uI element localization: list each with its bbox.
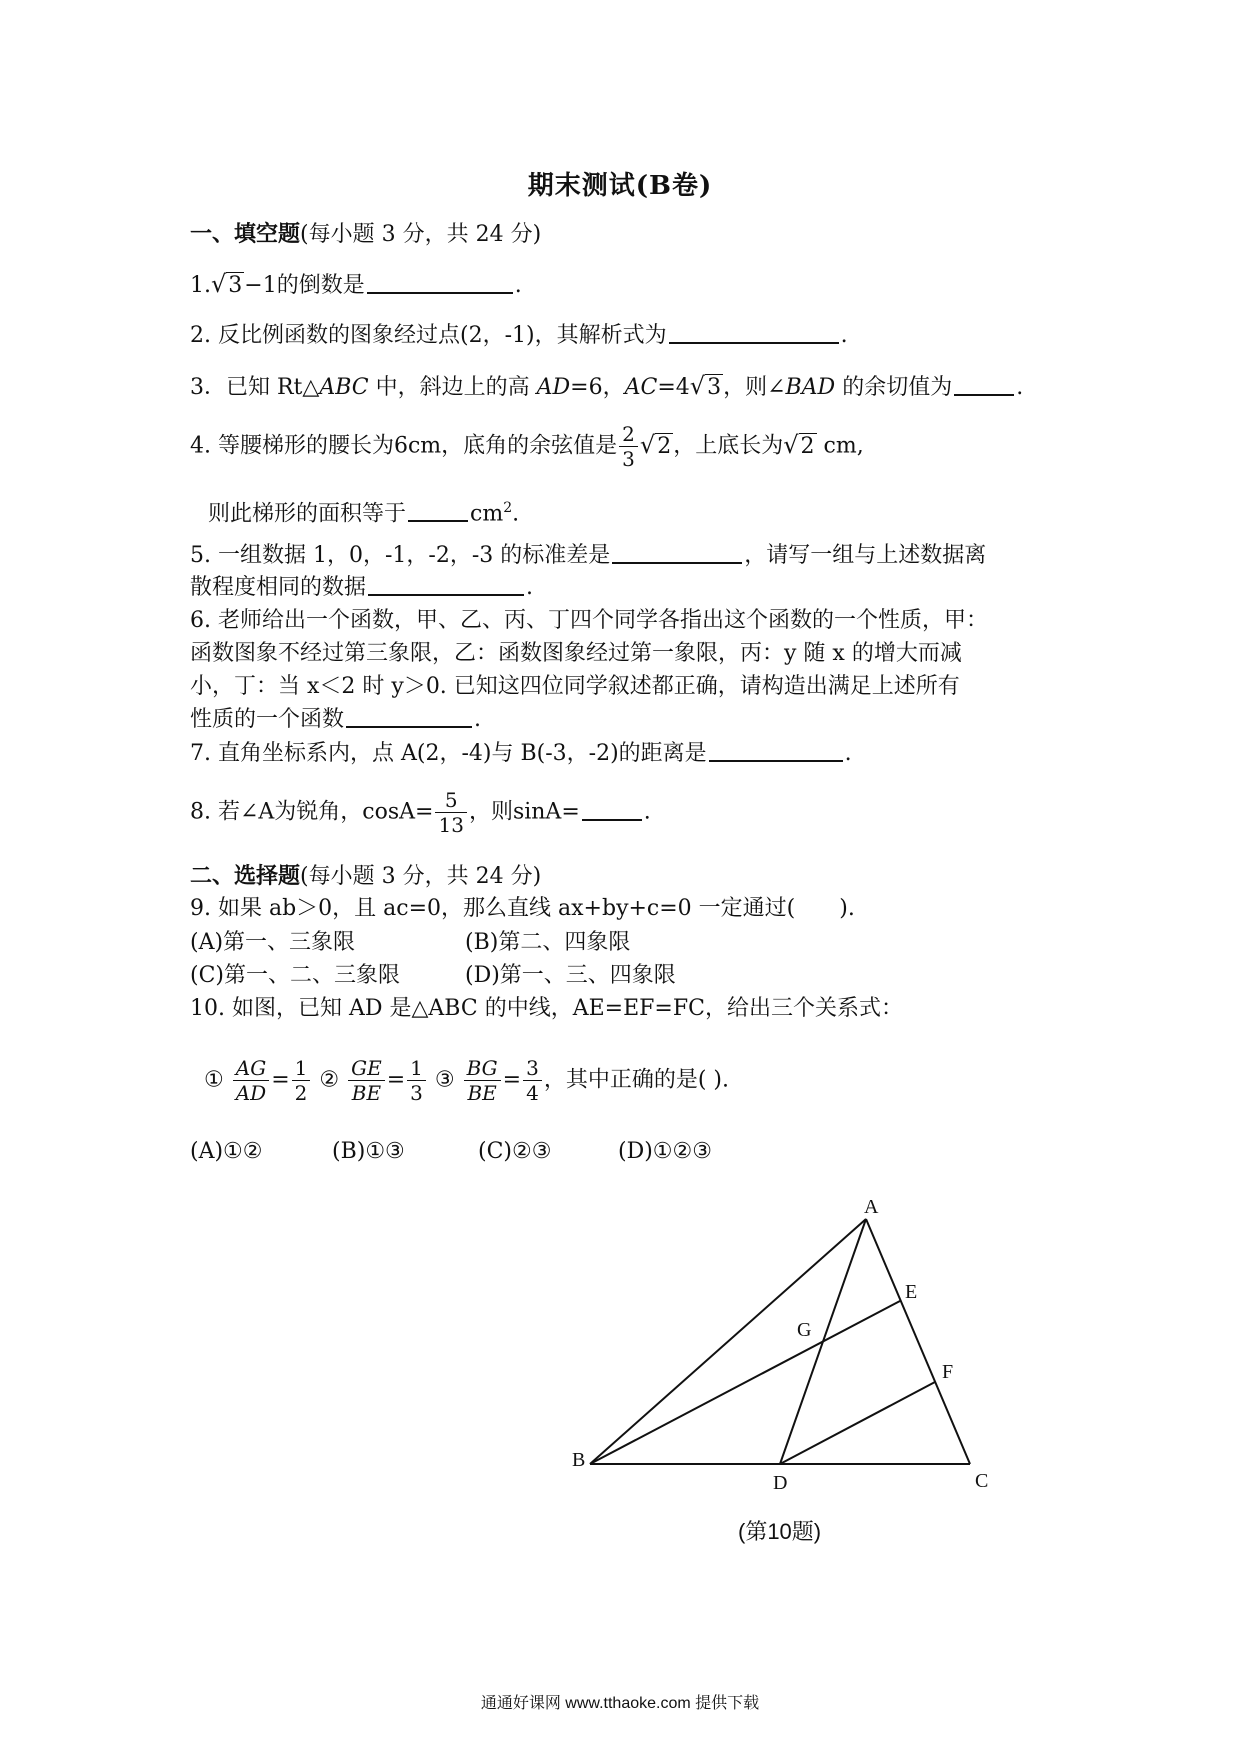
q9-text: 9. 如果 ab＞0，且 ac=0，那么直线 ax+by+c=0 一定通过( ).: [190, 896, 855, 921]
q3-text-1: 3．已知 Rt△: [190, 375, 320, 400]
q7-text: 7. 直角坐标系内，点 A(2，-4)与 B(-3，-2)的距离是: [190, 741, 707, 766]
q10-option-c[interactable]: (C)②③: [478, 1139, 552, 1164]
q5-text-1b: ，请写一组与上述数据离: [744, 543, 987, 568]
q8-fraction: $\frac{5}{13}$: [435, 788, 466, 837]
q5-end: .: [526, 575, 534, 600]
q3-ac: AC: [624, 375, 658, 400]
q10-frac-bg-be: $\frac{BG}{BE}$: [464, 1056, 501, 1105]
q10-frac-ag-ad: $\frac{AG}{AD}$: [233, 1056, 269, 1105]
q1-sqrt: √3: [211, 270, 243, 298]
q7-end: .: [844, 741, 852, 766]
q3-text-2: 中，斜边上的高: [368, 375, 537, 400]
q6-text-2: 函数图象不经过第三象限，乙：函数图象经过第一象限，丙：y 随 x 的增大而减: [190, 641, 962, 666]
footer-credit: 通通好课网 www.tthaoke.com 提供下载: [480, 1695, 760, 1712]
side-ac: [866, 1219, 970, 1464]
q10-option-a[interactable]: (A)①②: [190, 1139, 263, 1164]
q6-text-4: 性质的一个函数: [190, 707, 345, 732]
question-10-relations: ① $\frac{AG}{AD}$ = $\frac{1}{2}$ ② $\frac{GE}{BE}$ = $\frac{1}{3}$ ③ $\frac{BG}{BE}$ = $\frac{3}{4}$ ，其中正确的是( ).: [204, 1056, 729, 1105]
q1-number: 1.: [190, 273, 211, 298]
q5-text-1: 5. 一组数据 1，0，-1，-2，-3 的标准差是: [190, 543, 611, 568]
q4-end: .: [512, 501, 520, 527]
q10-tail: ，其中正确的是( ).: [543, 1067, 729, 1093]
q4-sqrt: √2: [639, 430, 672, 459]
label-e: E: [905, 1281, 918, 1303]
q3-text-3: =6，: [570, 375, 625, 400]
page-title: 期末测试(B卷): [527, 171, 713, 201]
q3-bad: BAD: [785, 375, 836, 400]
q9-option-a[interactable]: (A)第一、三象限: [190, 930, 356, 955]
q3-abc: ABC: [319, 375, 369, 400]
q10-frac-1-3: $\frac{1}{3}$: [407, 1056, 426, 1105]
figure-caption: (第10题): [738, 1519, 822, 1544]
label-g: G: [797, 1319, 812, 1341]
q1-end: .: [514, 273, 522, 298]
segment-df: [780, 1382, 935, 1464]
q3-text-5: ，则∠: [723, 375, 786, 400]
q6-text-1: 6. 老师给出一个函数，甲、乙、丙、丁四个同学各指出这个函数的一个性质，甲：: [190, 608, 988, 633]
q8-end: .: [643, 799, 651, 825]
section1-heading: 一、填空题: [190, 221, 301, 247]
q5-text-2: 散程度相同的数据: [190, 575, 367, 600]
q10-frac-3-4: $\frac{3}{4}$: [523, 1056, 542, 1105]
q8-text-1: 8. 若∠A为锐角，cosA=: [190, 799, 434, 825]
label-b: B: [572, 1449, 586, 1471]
q6-text-3: 小，丁：当 x＜2 时 y＞0. 已知这四位同学叙述都正确，请构造出满足上述所有: [190, 674, 960, 699]
q10-frac-ge-be: $\frac{GE}{BE}$: [348, 1056, 385, 1105]
q3-ad: AD: [536, 375, 571, 400]
q1-minus: −1: [244, 273, 277, 298]
q9-option-c[interactable]: (C)第一、二、三象限: [190, 963, 400, 988]
q6-end: .: [474, 707, 482, 732]
q4-text-1: 4. 等腰梯形的腰长为6cm，底角的余弦值是: [190, 433, 618, 459]
q4-text-3: cm,: [816, 433, 864, 459]
q4-unit: cm: [470, 501, 504, 527]
q8-text-2: ，则sinA=: [468, 799, 580, 825]
q1-text: 的倒数是: [276, 273, 365, 298]
q4-sqrt-2: √2: [783, 430, 815, 459]
q10-text: 10. 如图，已知 AD 是△ABC 的中线，AE=EF=FC，给出三个关系式：: [190, 996, 903, 1021]
q10-frac-1-2: $\frac{1}{2}$: [292, 1056, 311, 1105]
label-c: C: [975, 1470, 989, 1492]
q3-text-6: 的余切值为: [835, 375, 953, 400]
q3-sqrt: √3: [689, 372, 722, 400]
section1-note: (每小题 3 分，共 24 分): [300, 222, 542, 247]
label-a: A: [864, 1196, 879, 1218]
q9-option-d[interactable]: (D)第一、三、四象限: [465, 963, 676, 988]
q10-circle-2: ②: [319, 1067, 340, 1093]
q4-text-2: ，上底长为: [673, 433, 784, 459]
q10-circle-1: ①: [204, 1067, 224, 1093]
section2-note: (每小题 3 分，共 24 分): [300, 864, 542, 889]
q4-line2-text: 则此梯形的面积等于: [208, 501, 407, 527]
section2-heading: 二、选择题: [190, 863, 301, 889]
q10-option-b[interactable]: (B)①③: [332, 1139, 405, 1164]
q9-option-b[interactable]: (B)第二、四象限: [465, 930, 631, 955]
q4-fraction: $\frac{2}{3}$: [619, 422, 638, 471]
q4-unit-sup: 2: [503, 500, 513, 516]
q2-end: .: [840, 323, 848, 348]
q10-circle-3: ③: [434, 1067, 455, 1093]
q2-text: 2. 反比例函数的图象经过点(2，-1)，其解析式为: [190, 323, 667, 348]
q3-end: .: [1016, 375, 1024, 400]
q10-option-d[interactable]: (D)①②③: [618, 1139, 712, 1164]
label-d: D: [773, 1472, 788, 1494]
q3-text-4: =4: [657, 375, 690, 400]
label-f: F: [942, 1361, 954, 1383]
